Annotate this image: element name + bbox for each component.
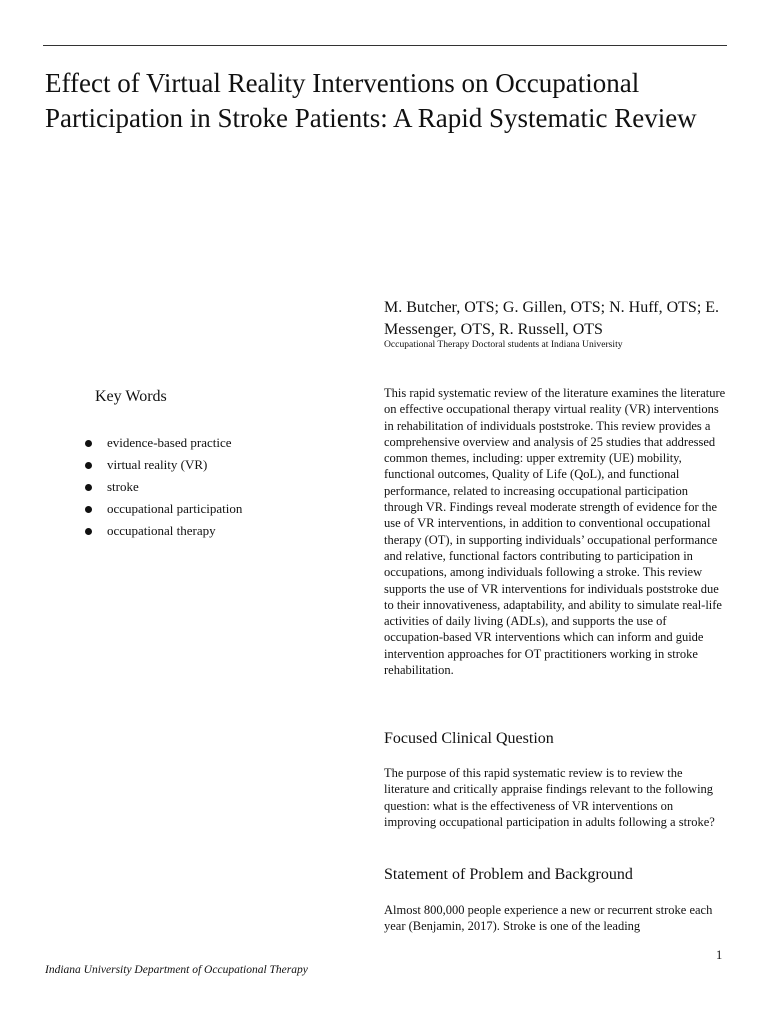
section-paragraph-problem-background: Almost 800,000 people experience a new or recurrent stroke each year (Benjamin, 2017). Stroke is one of the leading	[384, 903, 713, 934]
keyword-label: occupational participation	[107, 501, 243, 516]
abstract-paragraph: This rapid systematic review of the literature examines the literature on effective occupational therapy virtual reality (VR) interventions in rehabilitation of individuals poststroke. This review provides a comprehensive overview and analysis of 25 studies that addressed common themes, including: upper extremity (UE) mobility, functional outcomes, Quality of Life (QoL), and functional performance, related to increasing occupational participation through VR. Findings reveal moderate strength of evidence for the use of VR interventions, in addition to conventional occupational therapy (OT), in supporting individuals’ occupational performance and relative, functional factors contributing to participation in occupations, among individuals following a stroke. This review supports the use of VR interventions for individuals poststroke due to their innovativeness, adaptability, and ability to simulate real-life activities of daily living (ADLs), and supports the use of occupation-based VR interventions which can inform and guide intervention approaches for OT practitioners working in stroke rehabilitation.	[384, 386, 726, 678]
section-paragraph-focused-clinical-question: The purpose of this rapid systematic review is to review the literature and critically appraise findings relevant to the following question: what is the effectiveness of VR interventions on improving occupational participation in adults following a stroke?	[384, 766, 715, 829]
keyword-label: occupational therapy	[107, 523, 216, 538]
keyword-label: evidence-based practice	[107, 435, 232, 450]
keyword-item	[82, 498, 242, 520]
bullet-icon	[85, 484, 92, 491]
bullet-icon	[85, 528, 92, 535]
page-number: 1	[716, 948, 723, 962]
footer-department: Indiana University Department of Occupational Therapy	[45, 964, 308, 976]
bullet-icon	[85, 440, 92, 447]
bullet-icon	[85, 506, 92, 513]
keywords-list	[82, 432, 242, 542]
paper-title: Effect of Virtual Reality Interventions on Occupational Participation in Stroke Patients: A Rapid Systematic Review	[45, 68, 697, 133]
bullet-icon	[85, 462, 92, 469]
keyword-item	[82, 432, 242, 454]
section-heading-focused-clinical-question: Focused Clinical Question	[384, 730, 554, 747]
keywords-heading: Key Words	[95, 388, 167, 405]
keyword-label: virtual reality (VR)	[107, 457, 208, 472]
keyword-item	[82, 476, 242, 498]
keyword-item	[82, 520, 242, 542]
keyword-item	[82, 454, 242, 476]
header-rule	[43, 45, 727, 46]
author-affiliation: Occupational Therapy Doctoral students at Indiana University	[384, 339, 623, 350]
section-heading-problem-background: Statement of Problem and Background	[384, 866, 633, 883]
author-list: M. Butcher, OTS; G. Gillen, OTS; N. Huff, OTS; E. Messenger, OTS, R. Russell, OTS	[384, 299, 720, 338]
keyword-label: stroke	[107, 479, 139, 494]
